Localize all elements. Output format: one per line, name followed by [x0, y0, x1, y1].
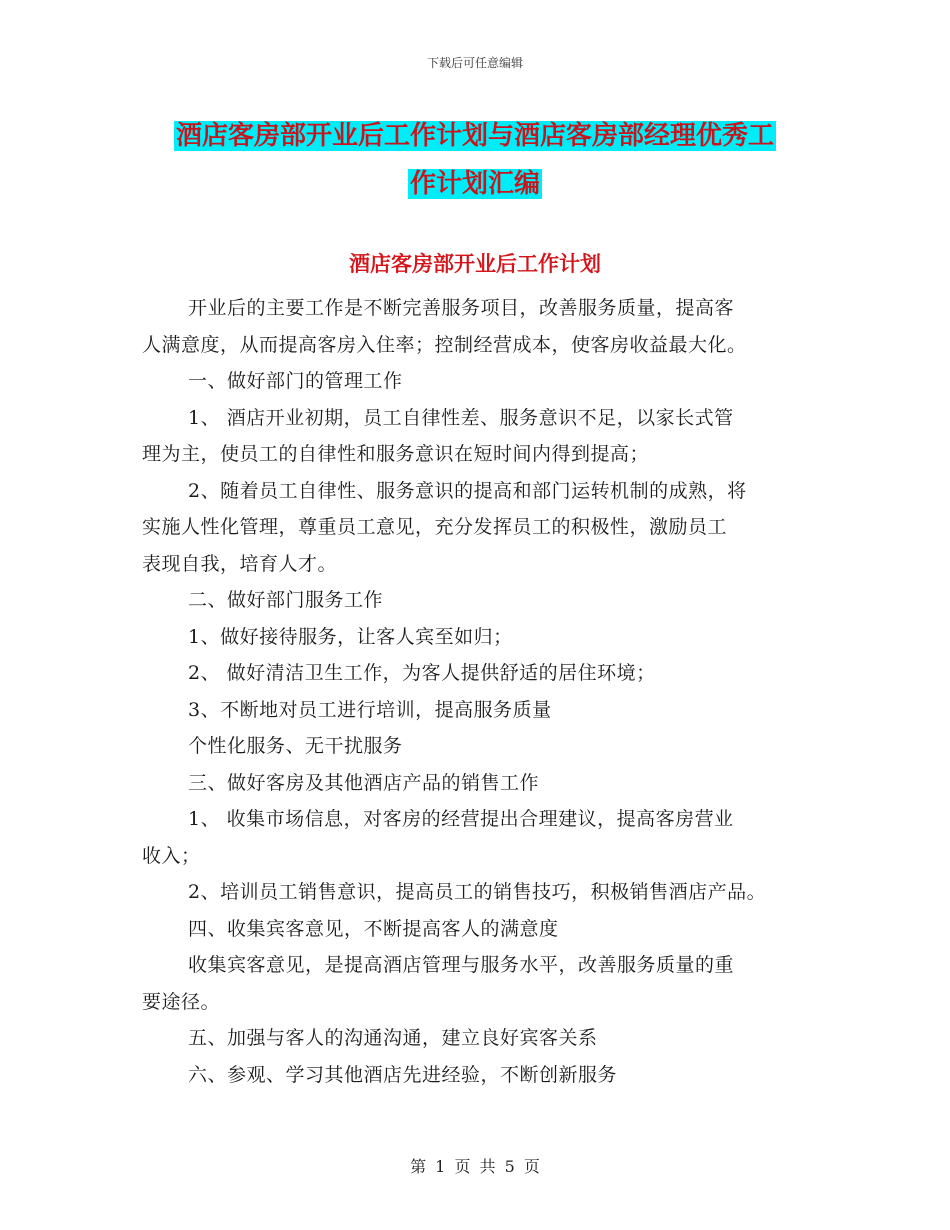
document-title — [140, 112, 810, 208]
body-line: 收入； — [142, 844, 201, 867]
header-note: 下载后可任意编辑 — [426, 56, 523, 70]
document-title-line-1: 酒店客房部开业后工作计划与酒店客房部经理优秀工 — [175, 121, 774, 151]
body-line: 2、随着员工自律性、服务意识的提高和部门运转机制的成熟，将 — [188, 479, 747, 502]
body-line: 开业后的主要工作是不断完善服务项目，改善服务质量，提高客 — [188, 297, 735, 319]
section-title: 酒店客房部开业后工作计划 — [349, 252, 601, 276]
body-line: 六、参观、学习其他酒店先进经验，不断创新服务 — [188, 1063, 618, 1086]
body-line: 一、做好部门的管理工作 — [188, 370, 403, 392]
body-text — [142, 290, 812, 1093]
body-line: 2、 做好清洁卫生工作，为客人提供舒适的居住环境； — [188, 662, 656, 684]
page-footer: 第 1 页 共 5 页 — [410, 1157, 540, 1176]
body-line: 1、做好接待服务，让客人宾至如归； — [188, 625, 513, 648]
body-line: 三、做好客房及其他酒店产品的销售工作 — [188, 771, 540, 794]
body-line: 个性化服务、无干扰服务 — [188, 735, 403, 757]
body-line: 要途径。 — [142, 990, 221, 1013]
document-body — [142, 290, 812, 1093]
body-line: 1、 收集市场信息，对客房的经营提出合理建议，提高客房营业 — [188, 808, 734, 830]
body-line: 实施人性化管理，尊重员工意见，充分发挥员工的积极性，激励员工 — [142, 516, 728, 538]
body-line: 3、不断地对员工进行培训，提高服务质量 — [188, 698, 552, 721]
body-line: 二、做好部门服务工作 — [188, 589, 384, 611]
body-line: 收集宾客意见，是提高酒店管理与服务水平，改善服务质量的重 — [188, 954, 735, 976]
body-line: 人满意度，从而提高客房入住率；控制经营成本，使客房收益最大化。 — [142, 333, 747, 356]
document-title-line-2: 作计划汇编 — [409, 169, 540, 199]
body-line: 理为主，使员工的自律性和服务意识在短时间内得到提高； — [142, 443, 650, 465]
body-line: 2、培训员工销售意识，提高员工的销售技巧，积极销售酒店产品。 — [188, 881, 767, 903]
body-line: 五、加强与客人的沟通沟通，建立良好宾客关系 — [188, 1027, 598, 1049]
body-line: 四、收集宾客意见，不断提高客人的满意度 — [188, 917, 559, 940]
body-line: 1、 酒店开业初期，员工自律性差、服务意识不足，以家长式管 — [188, 406, 734, 429]
body-line: 表现自我，培育人才。 — [142, 552, 338, 575]
